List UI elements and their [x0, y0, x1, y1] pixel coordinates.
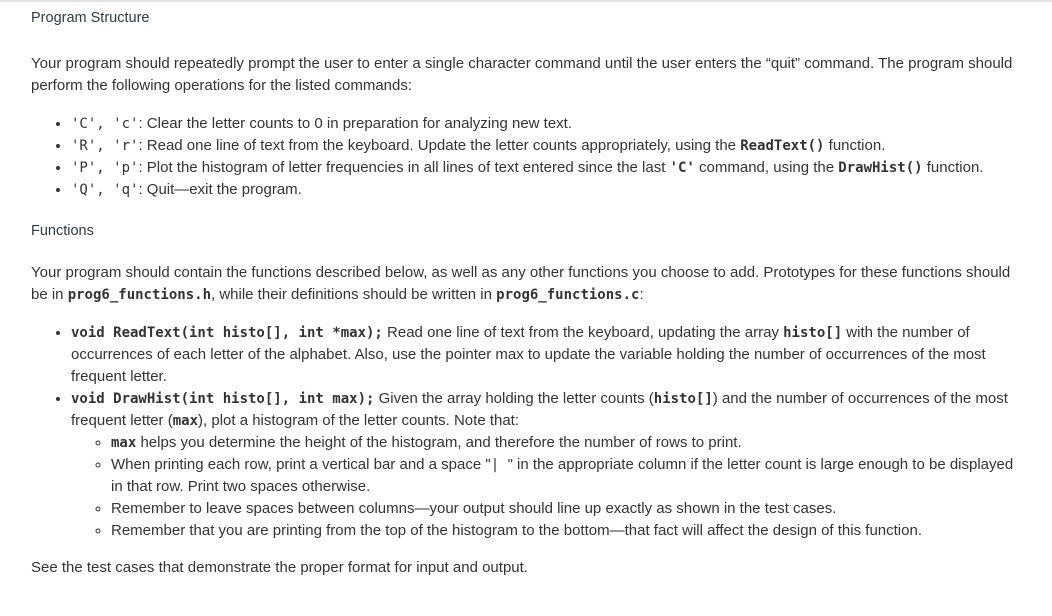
- command-list: [31, 113, 1022, 201]
- function-desc: Read one line of text from the keyboard, updating the array: [382, 324, 784, 341]
- inline-code: histo[]: [783, 325, 843, 341]
- command-item-clear: [71, 113, 1022, 135]
- functions-intro-text: :: [639, 286, 644, 303]
- command-desc-mid: command, using the: [694, 159, 839, 176]
- note-text: Remember to leave spaces between columns—your output should line up exactly as shown in the test cases.: [111, 500, 837, 517]
- functions-intro-text: , while their definitions should be written in: [211, 286, 497, 303]
- functions-heading: Functions: [31, 223, 94, 239]
- source-filename: prog6_functions.c: [496, 287, 640, 303]
- note-item: [111, 498, 1022, 520]
- function-desc-tail: with the number of occurrences of each letter of the alphabet. Also, use the pointer max to update the variable holding the number of occurrences of the most frequent letter.: [71, 324, 986, 385]
- function-desc-tail: ), plot a histogram of the letter counts. Note that:: [198, 412, 520, 429]
- command-item-quit: [71, 179, 1022, 201]
- footer-note: See the test cases that demonstrate the proper format for input and output.: [31, 559, 528, 576]
- command-code: 'R', 'r': [71, 138, 139, 154]
- note-text: helps you determine the height of the histogram, and therefore the number of rows to print.: [136, 434, 742, 451]
- note-item: [111, 520, 1022, 542]
- command-item-plot: [71, 157, 1022, 179]
- command-desc-tail: function.: [922, 159, 984, 176]
- command-code-inline: 'C': [669, 160, 695, 176]
- note-text: When printing each row, print a vertical bar and a space ": [111, 456, 491, 473]
- command-desc: : Clear the letter counts to 0 in preparation for analyzing new text.: [138, 115, 573, 132]
- note-text: Remember that you are printing from the top of the histogram to the bottom—that fact will affect the design of this function.: [111, 522, 922, 539]
- note-text-tail: " in the appropriate column if the letter count is large enough to be displayed in that row. Print two spaces otherwise.: [111, 456, 1014, 495]
- header-filename: prog6_functions.h: [67, 287, 211, 303]
- command-desc: : Read one line of text from the keyboard. Update the letter counts appropriately, using the: [138, 137, 741, 154]
- function-name: ReadText(): [740, 138, 825, 154]
- inline-code: max: [111, 435, 137, 451]
- drawhist-notes: [71, 432, 1022, 542]
- note-item: [111, 432, 1022, 454]
- assignment-content: [0, 2, 1052, 579]
- function-signature: void ReadText(int histo[], int *max);: [71, 325, 383, 341]
- command-desc-tail: function.: [824, 137, 886, 154]
- function-item-readtext: [71, 322, 1022, 388]
- function-desc: Given the array holding the letter counts (: [374, 390, 654, 407]
- command-item-read: [71, 135, 1022, 157]
- inline-code: histo[]: [653, 391, 713, 407]
- inline-code: |: [490, 457, 508, 473]
- intro-paragraph: Your program should repeatedly prompt the user to enter a single character command until the user enters the “quit” command. The program should perform the following operations for the listed commands:: [31, 55, 1013, 94]
- function-desc-mid: ) and the number of occurrences of the most frequent letter (: [71, 390, 1008, 429]
- note-item: [111, 454, 1022, 498]
- command-code: 'C', 'c': [71, 116, 139, 132]
- function-name: DrawHist(): [838, 160, 923, 176]
- functions-intro-text: Your program should contain the functions described below, as well as any other functions you choose to add. Prototypes for these functions should be in: [31, 264, 1011, 303]
- command-code: 'Q', 'q': [71, 182, 139, 198]
- function-signature: void DrawHist(int histo[], int max);: [71, 391, 375, 407]
- function-list: [31, 322, 1022, 542]
- program-structure-heading: Program Structure: [31, 10, 150, 26]
- function-item-drawhist: [71, 388, 1022, 542]
- functions-intro-paragraph: [31, 262, 1022, 306]
- command-desc: : Plot the histogram of letter frequencies in all lines of text entered since the last: [138, 159, 670, 176]
- command-desc: : Quit—exit the program.: [138, 181, 302, 198]
- command-code: 'P', 'p': [71, 160, 139, 176]
- inline-code: max: [172, 413, 199, 429]
